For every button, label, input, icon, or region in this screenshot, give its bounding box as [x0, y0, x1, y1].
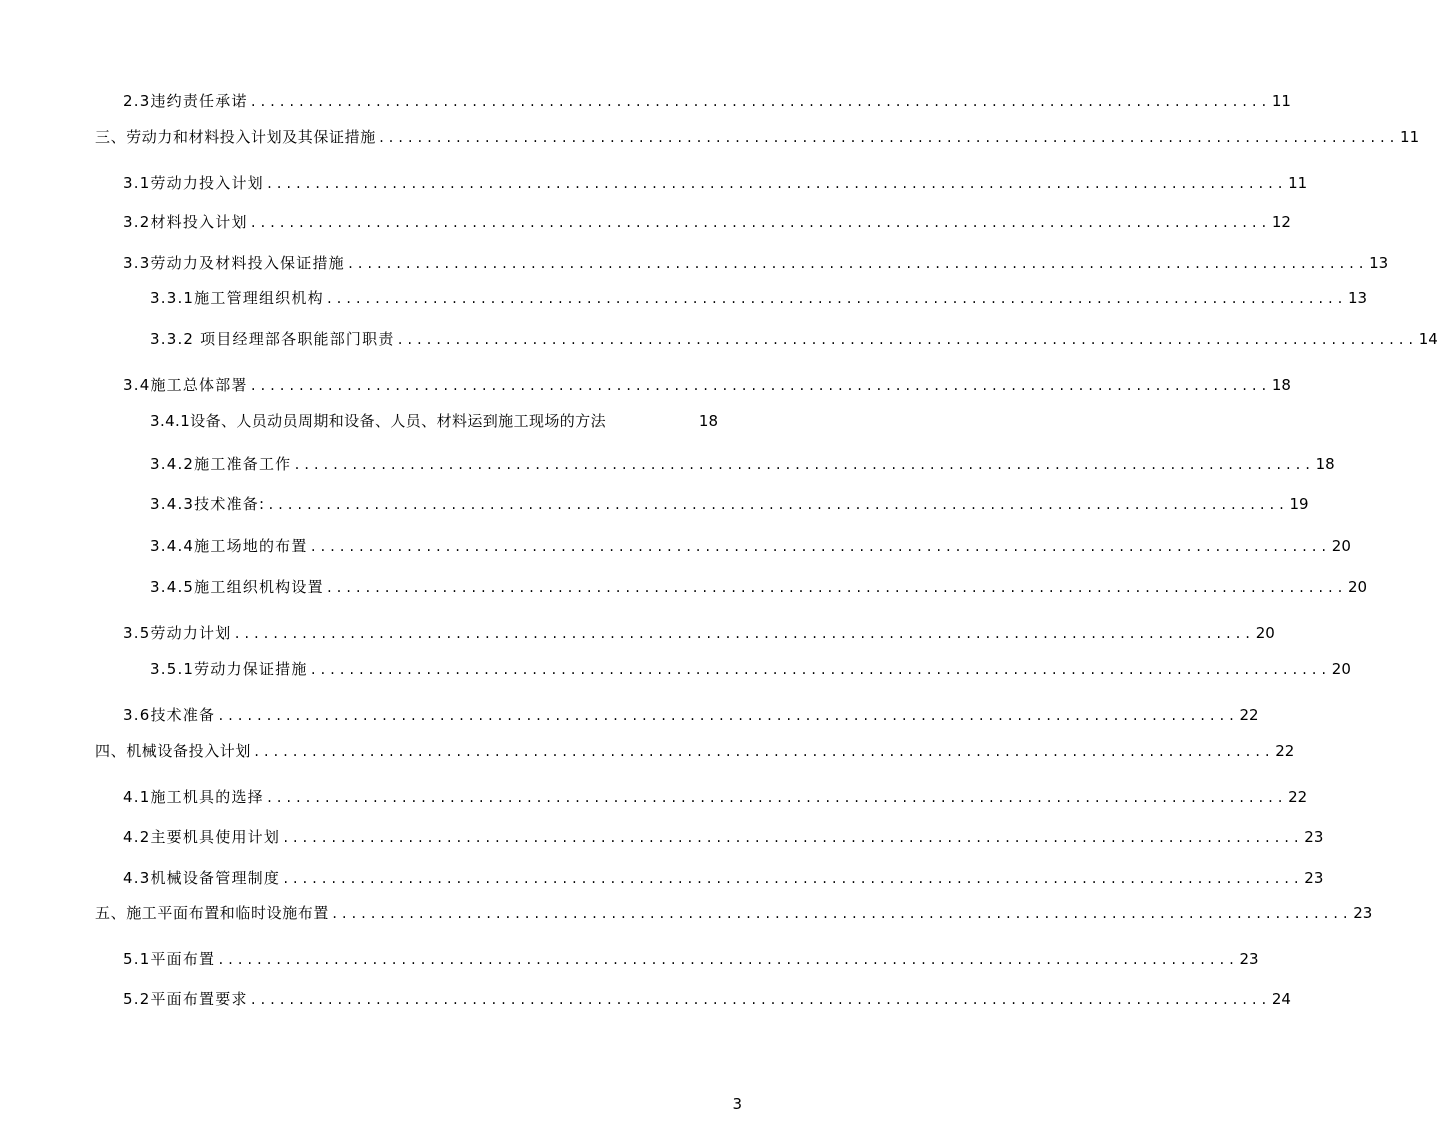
page-number: 3 [732, 1095, 742, 1113]
toc-entry-page: 20 [1255, 624, 1275, 642]
toc-entry[interactable] [150, 329, 1438, 350]
toc-entry-label: 3.4.3技术准备: [150, 495, 266, 513]
toc-entry-page: 22 [1275, 742, 1295, 760]
toc-leader-dots: .......................................................................................................... [265, 791, 1287, 805]
toc-leader-dots: .......................................................................................................... [267, 498, 1288, 512]
toc-entry-page: 11 [1288, 174, 1308, 192]
toc-entry[interactable] [150, 454, 1335, 475]
toc-entry-label: 3.2材料投入计划 [123, 213, 248, 231]
toc-entry[interactable] [150, 536, 1351, 557]
toc-leader-dots: .......................................................................................................... [325, 581, 1346, 595]
toc-entry[interactable] [123, 949, 1259, 970]
toc-entry-page: 20 [1348, 578, 1368, 596]
toc-entry[interactable] [123, 868, 1324, 889]
toc-entry-page: 13 [1369, 254, 1389, 272]
toc-leader-dots: .......................................................................................................... [217, 709, 1238, 723]
toc-entry-label: 5.2平面布置要求 [123, 990, 248, 1008]
toc-entry[interactable] [123, 91, 1291, 112]
toc-entry-page: 23 [1304, 828, 1324, 846]
toc-entry[interactable] [95, 127, 1420, 148]
toc-entry-label: 5.1平面布置 [123, 950, 216, 968]
toc-entry[interactable] [95, 741, 1295, 762]
toc-entry[interactable] [123, 787, 1308, 808]
toc-entry-page: 19 [1289, 495, 1309, 513]
toc-entry-page: 14 [1418, 330, 1438, 348]
toc-leader-dots: .......................................................................................................... [249, 216, 1270, 230]
toc-entry[interactable] [123, 375, 1291, 396]
toc-entry[interactable] [123, 173, 1308, 194]
toc-leader-dots: .......................................................................................................... [293, 458, 1314, 472]
toc-entry-label: 3.5劳动力计划 [123, 624, 232, 642]
toc-leader-dots: .......................................................................................................... [331, 907, 1352, 921]
toc-leader-dots: .......................................................................................................... [346, 257, 1368, 271]
toc-entry-label: 3.4.1设备、人员动员周期和设备、人员、材料运到施工现场的方法 [150, 412, 606, 430]
toc-leader-dots: .......................................................................................................... [233, 627, 1254, 641]
toc-entry[interactable] [123, 253, 1389, 274]
toc-entry[interactable] [150, 577, 1368, 598]
toc-entry[interactable] [123, 212, 1291, 233]
toc-entry-page: 22 [1239, 706, 1259, 724]
toc-leader-dots: .......................................................................................................... [253, 745, 1274, 759]
toc-entry-label: 3.3.2 项目经理部各职能部门职责 [150, 330, 395, 348]
toc-leader-dots: .......................................................................................................... [309, 663, 1330, 677]
toc-entry-label: 4.2主要机具使用计划 [123, 828, 281, 846]
toc-entry-page: 23 [1239, 950, 1259, 968]
toc-entry[interactable] [150, 411, 718, 431]
toc-entry-page: 24 [1271, 990, 1291, 1008]
toc-leader-dots: .......................................................................................................... [265, 177, 1287, 191]
toc-entry-page: 20 [1331, 537, 1351, 555]
toc-entry-label: 3.3劳动力及材料投入保证措施 [123, 254, 345, 272]
toc-entry[interactable] [95, 903, 1373, 924]
toc-entry-page: 18 [1271, 376, 1291, 394]
toc-entry-page: 18 [698, 412, 718, 430]
toc-leader-dots: .......................................................................................................... [282, 831, 1303, 845]
toc-entry-page: 22 [1288, 788, 1308, 806]
toc-leader-dots: .......................................................................................................... [396, 333, 1417, 347]
toc-entry[interactable] [123, 705, 1259, 726]
toc-entry-label: 3.4.2施工准备工作 [150, 455, 292, 473]
toc-entry-label: 4.3机械设备管理制度 [123, 869, 281, 887]
toc-entry[interactable] [150, 659, 1351, 680]
toc-entry-page: 11 [1400, 128, 1420, 146]
toc-leader-dots: .......................................................................................................... [249, 379, 1270, 393]
toc-entry-page: 13 [1348, 289, 1368, 307]
toc-entry-page: 20 [1331, 660, 1351, 678]
toc-entry[interactable] [150, 288, 1368, 309]
toc-entry[interactable] [123, 623, 1275, 644]
toc-entry-label: 2.3违约责任承诺 [123, 92, 248, 110]
toc-leader-dots: .......................................................................................................... [325, 292, 1346, 306]
toc-leader-dots: .......................................................................................................... [309, 540, 1330, 554]
toc-entry-label: 4.1施工机具的选择 [123, 788, 264, 806]
toc-entry-label: 3.5.1劳动力保证措施 [150, 660, 308, 678]
toc-entry-label: 3.3.1施工管理组织机构 [150, 289, 324, 307]
toc-leader-dots: .......................................................................................................... [249, 993, 1270, 1007]
toc-entry-label: 3.4施工总体部署 [123, 376, 248, 394]
toc-entry-page: 23 [1304, 869, 1324, 887]
toc-leader-dots: .......................................................................................................... [282, 872, 1303, 886]
toc-entry-page: 23 [1353, 904, 1373, 922]
toc-leader-dots: .......................................................................................................... [377, 131, 1399, 145]
toc-entry[interactable] [150, 494, 1309, 515]
toc-entry-page: 12 [1271, 213, 1291, 231]
toc-entry-label: 3.1劳动力投入计划 [123, 174, 264, 192]
toc-entry-label: 四、机械设备投入计划 [95, 742, 252, 760]
toc-entry-page: 18 [1315, 455, 1335, 473]
toc-leader-dots: .......................................................................................................... [249, 95, 1270, 109]
toc-entry-label: 五、施工平面布置和临时设施布置 [95, 904, 330, 922]
toc-entry-label: 3.4.4施工场地的布置 [150, 537, 308, 555]
toc-entry-page: 11 [1271, 92, 1291, 110]
toc-leader-dots: .......................................................................................................... [217, 953, 1238, 967]
toc-entry[interactable] [123, 827, 1324, 848]
toc-entry-label: 3.4.5施工组织机构设置 [150, 578, 324, 596]
toc-entry-label: 三、劳动力和材料投入计划及其保证措施 [95, 128, 376, 146]
toc-entry-label: 3.6技术准备 [123, 706, 216, 724]
toc-entry[interactable] [123, 989, 1291, 1010]
